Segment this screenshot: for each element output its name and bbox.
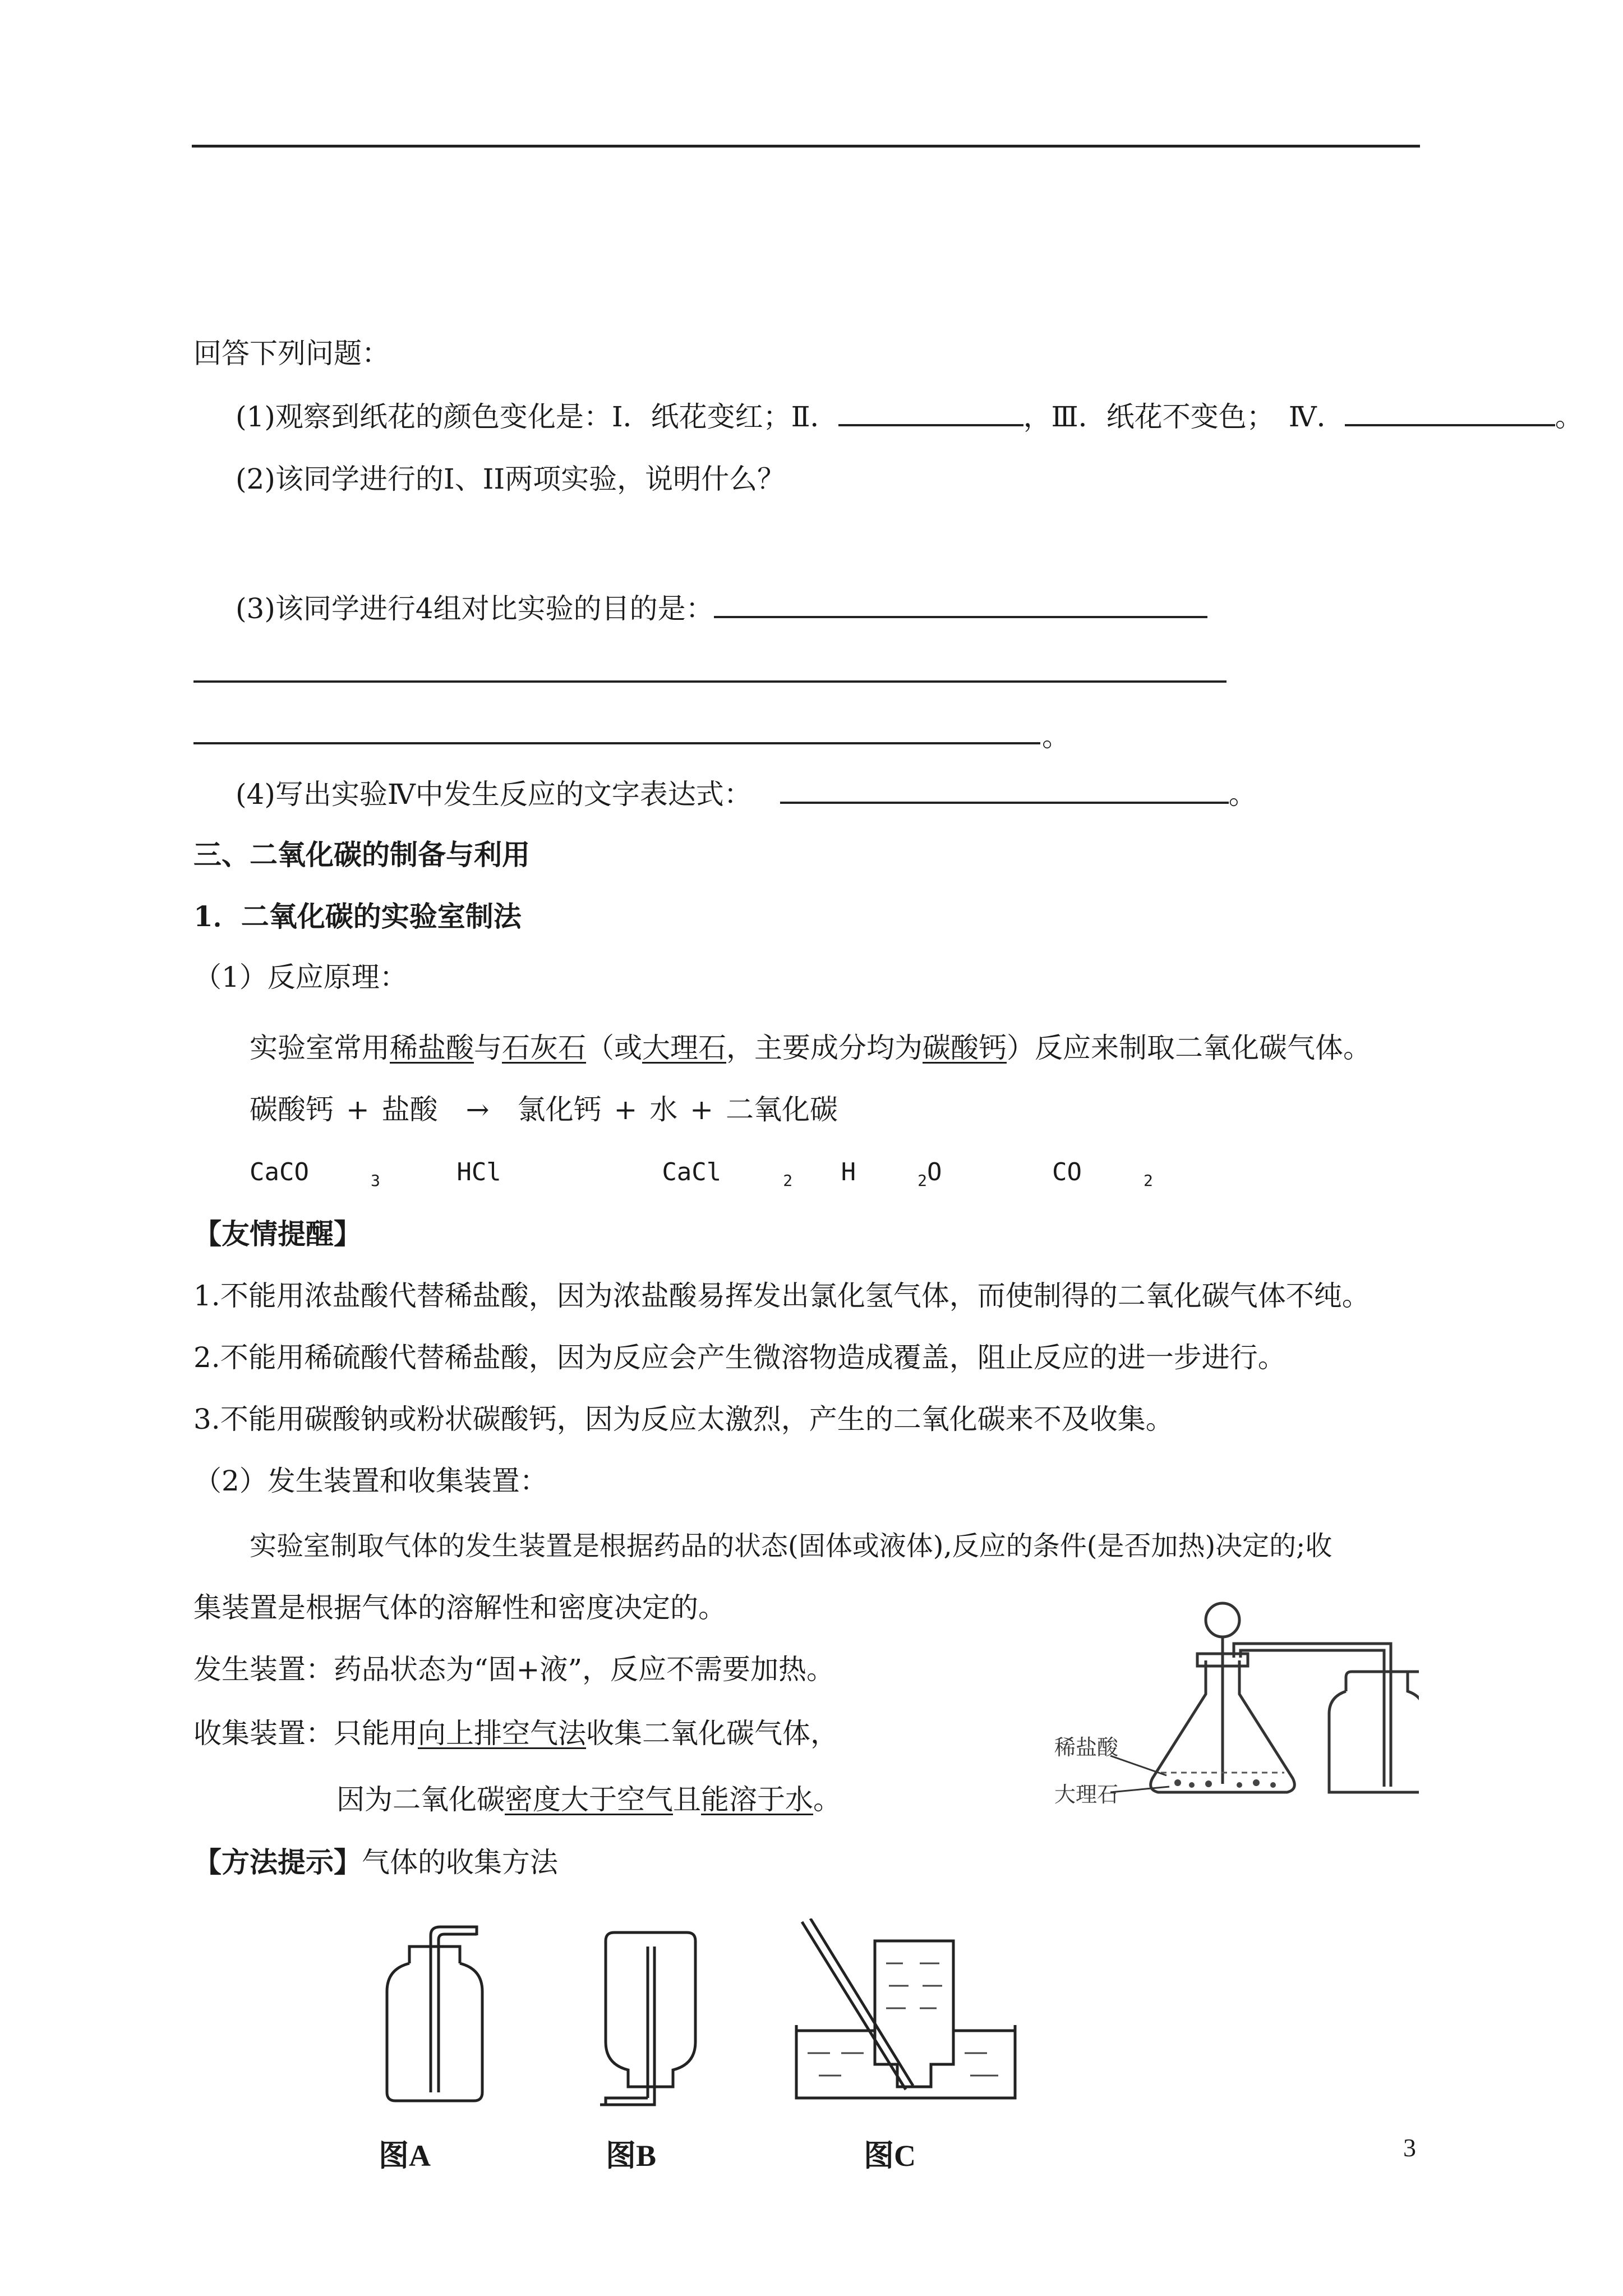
principle-part: （或 bbox=[586, 1032, 642, 1064]
term-upward-air: 向上排空气法 bbox=[418, 1717, 586, 1750]
question-3-prefix: (3)该同学进行4组对比实验的目的是： bbox=[236, 592, 714, 625]
header-rule bbox=[192, 145, 1420, 148]
question-1-end: 。 bbox=[1555, 401, 1583, 433]
principle-part: 实验室常用 bbox=[250, 1032, 390, 1064]
term-dilute-hcl: 稀盐酸 bbox=[390, 1032, 474, 1064]
principle-part: ）反应来制取二氧化碳气体。 bbox=[1007, 1032, 1371, 1064]
co2-apparatus-diagram bbox=[1054, 1593, 1419, 1818]
formula-caco3: CaCO $_3$ bbox=[250, 1158, 380, 1190]
reason-part: 且 bbox=[673, 1783, 701, 1816]
reminder-item: 1.不能用浓盐酸代替稀盐酸，因为浓盐酸易挥发出氯化氢气体，而使制得的二氧化碳气体不纯。 bbox=[193, 1280, 1370, 1312]
answer-blank-q3-line1[interactable] bbox=[714, 591, 1207, 618]
chemical-formulas bbox=[250, 1156, 1215, 1198]
method-text: 气体的收集方法 bbox=[362, 1846, 558, 1879]
term-denser-than-air: 密度大于空气 bbox=[505, 1783, 673, 1816]
term-limestone: 石灰石 bbox=[502, 1032, 586, 1064]
answer-blank-q3-line3[interactable] bbox=[193, 742, 1040, 744]
page-number: 3 bbox=[1403, 2133, 1416, 2162]
answer-blank-q4[interactable] bbox=[780, 777, 1229, 804]
question-1 bbox=[236, 399, 1583, 434]
label-marble: 大理石 bbox=[1054, 1782, 1119, 1807]
apparatus-heading: （2）发生装置和收集装置： bbox=[193, 1465, 548, 1497]
question-4-end: 。 bbox=[1228, 778, 1257, 811]
questions-intro: 回答下列问题： bbox=[193, 337, 390, 370]
formula-co2: CO $_2$ bbox=[1052, 1158, 1153, 1190]
question-4 bbox=[236, 777, 1257, 811]
collector-part: 收集二氧化碳气体， bbox=[586, 1717, 838, 1750]
formula-h2o: H $_2$O bbox=[841, 1158, 942, 1190]
principle-part: ，主要成分均为 bbox=[726, 1032, 923, 1064]
question-3-end: 。 bbox=[1042, 720, 1070, 753]
reason-part: 。 bbox=[813, 1783, 841, 1816]
reminder-title: 【友情提醒】 bbox=[193, 1217, 362, 1250]
principle-heading: （1）反应原理： bbox=[193, 961, 408, 993]
figure-a-diagram bbox=[365, 1924, 510, 2109]
word-equation: 碳酸钙 + 盐酸 → 氯化钙 + 水 + 二氧化碳 bbox=[250, 1093, 838, 1126]
method-title: 【方法提示】 bbox=[193, 1846, 362, 1879]
reminder-item: 2.不能用稀硫酸代替稀盐酸，因为反应会产生微溶物造成覆盖，阻止反应的进一步进行。 bbox=[193, 1341, 1286, 1374]
question-1-prefix: (1)观察到纸花的颜色变化是：Ⅰ．纸花变红；Ⅱ． bbox=[236, 401, 838, 433]
question-4-prefix: (4)写出实验Ⅳ中发生反应的文字表达式： bbox=[236, 778, 752, 811]
question-3 bbox=[236, 591, 1207, 625]
principle-text bbox=[250, 1031, 1371, 1065]
method-hint bbox=[193, 1846, 558, 1879]
figure-b-diagram bbox=[594, 1930, 707, 2109]
answer-blank-q3-line2[interactable] bbox=[193, 680, 1227, 683]
reminder-item: 3.不能用碳酸钠或粉状碳酸钙，因为反应太激烈，产生的二氧化碳来不及收集。 bbox=[193, 1403, 1174, 1435]
collector-description bbox=[193, 1717, 838, 1750]
answer-blank-q1-iv[interactable] bbox=[1345, 399, 1555, 426]
collector-part: 收集装置：只能用 bbox=[193, 1717, 418, 1750]
term-marble: 大理石 bbox=[642, 1032, 726, 1064]
answer-blank-q1-ii[interactable] bbox=[838, 399, 1023, 426]
reason-part: 因为二氧化碳 bbox=[336, 1783, 505, 1816]
question-1-mid: ，Ⅲ．纸花不变色； Ⅳ． bbox=[1023, 401, 1345, 433]
figure-a-label: 图A bbox=[379, 2139, 431, 2173]
term-calcium-carbonate: 碳酸钙 bbox=[923, 1032, 1007, 1064]
generator-description: 发生装置：药品状态为“固+液”，反应不需要加热。 bbox=[193, 1653, 835, 1686]
section-3-subtitle: 1．二氧化碳的实验室制法 bbox=[193, 900, 522, 933]
term-soluble-in-water: 能溶于水 bbox=[701, 1783, 813, 1816]
collector-reason bbox=[336, 1783, 841, 1816]
question-2: (2)该同学进行的Ⅰ、II两项实验，说明什么？ bbox=[236, 463, 786, 495]
apparatus-line2: 集装置是根据气体的溶解性和密度决定的。 bbox=[193, 1591, 726, 1624]
figure-c-label: 图C bbox=[864, 2139, 916, 2173]
section-3-title: 三、二氧化碳的制备与利用 bbox=[193, 838, 530, 871]
label-dilute-hcl: 稀盐酸 bbox=[1054, 1735, 1119, 1760]
figure-c-diagram bbox=[785, 1918, 1021, 2104]
figure-b-label: 图B bbox=[606, 2139, 657, 2173]
apparatus-line1: 实验室制取气体的发生装置是根据药品的状态(固体或液体),反应的条件(是否加热)决定的;收 bbox=[250, 1530, 1332, 1562]
formula-cacl2: CaCl $_2$ bbox=[662, 1158, 793, 1190]
formula-hcl: HCl bbox=[457, 1158, 501, 1186]
principle-part: 与 bbox=[474, 1032, 502, 1064]
